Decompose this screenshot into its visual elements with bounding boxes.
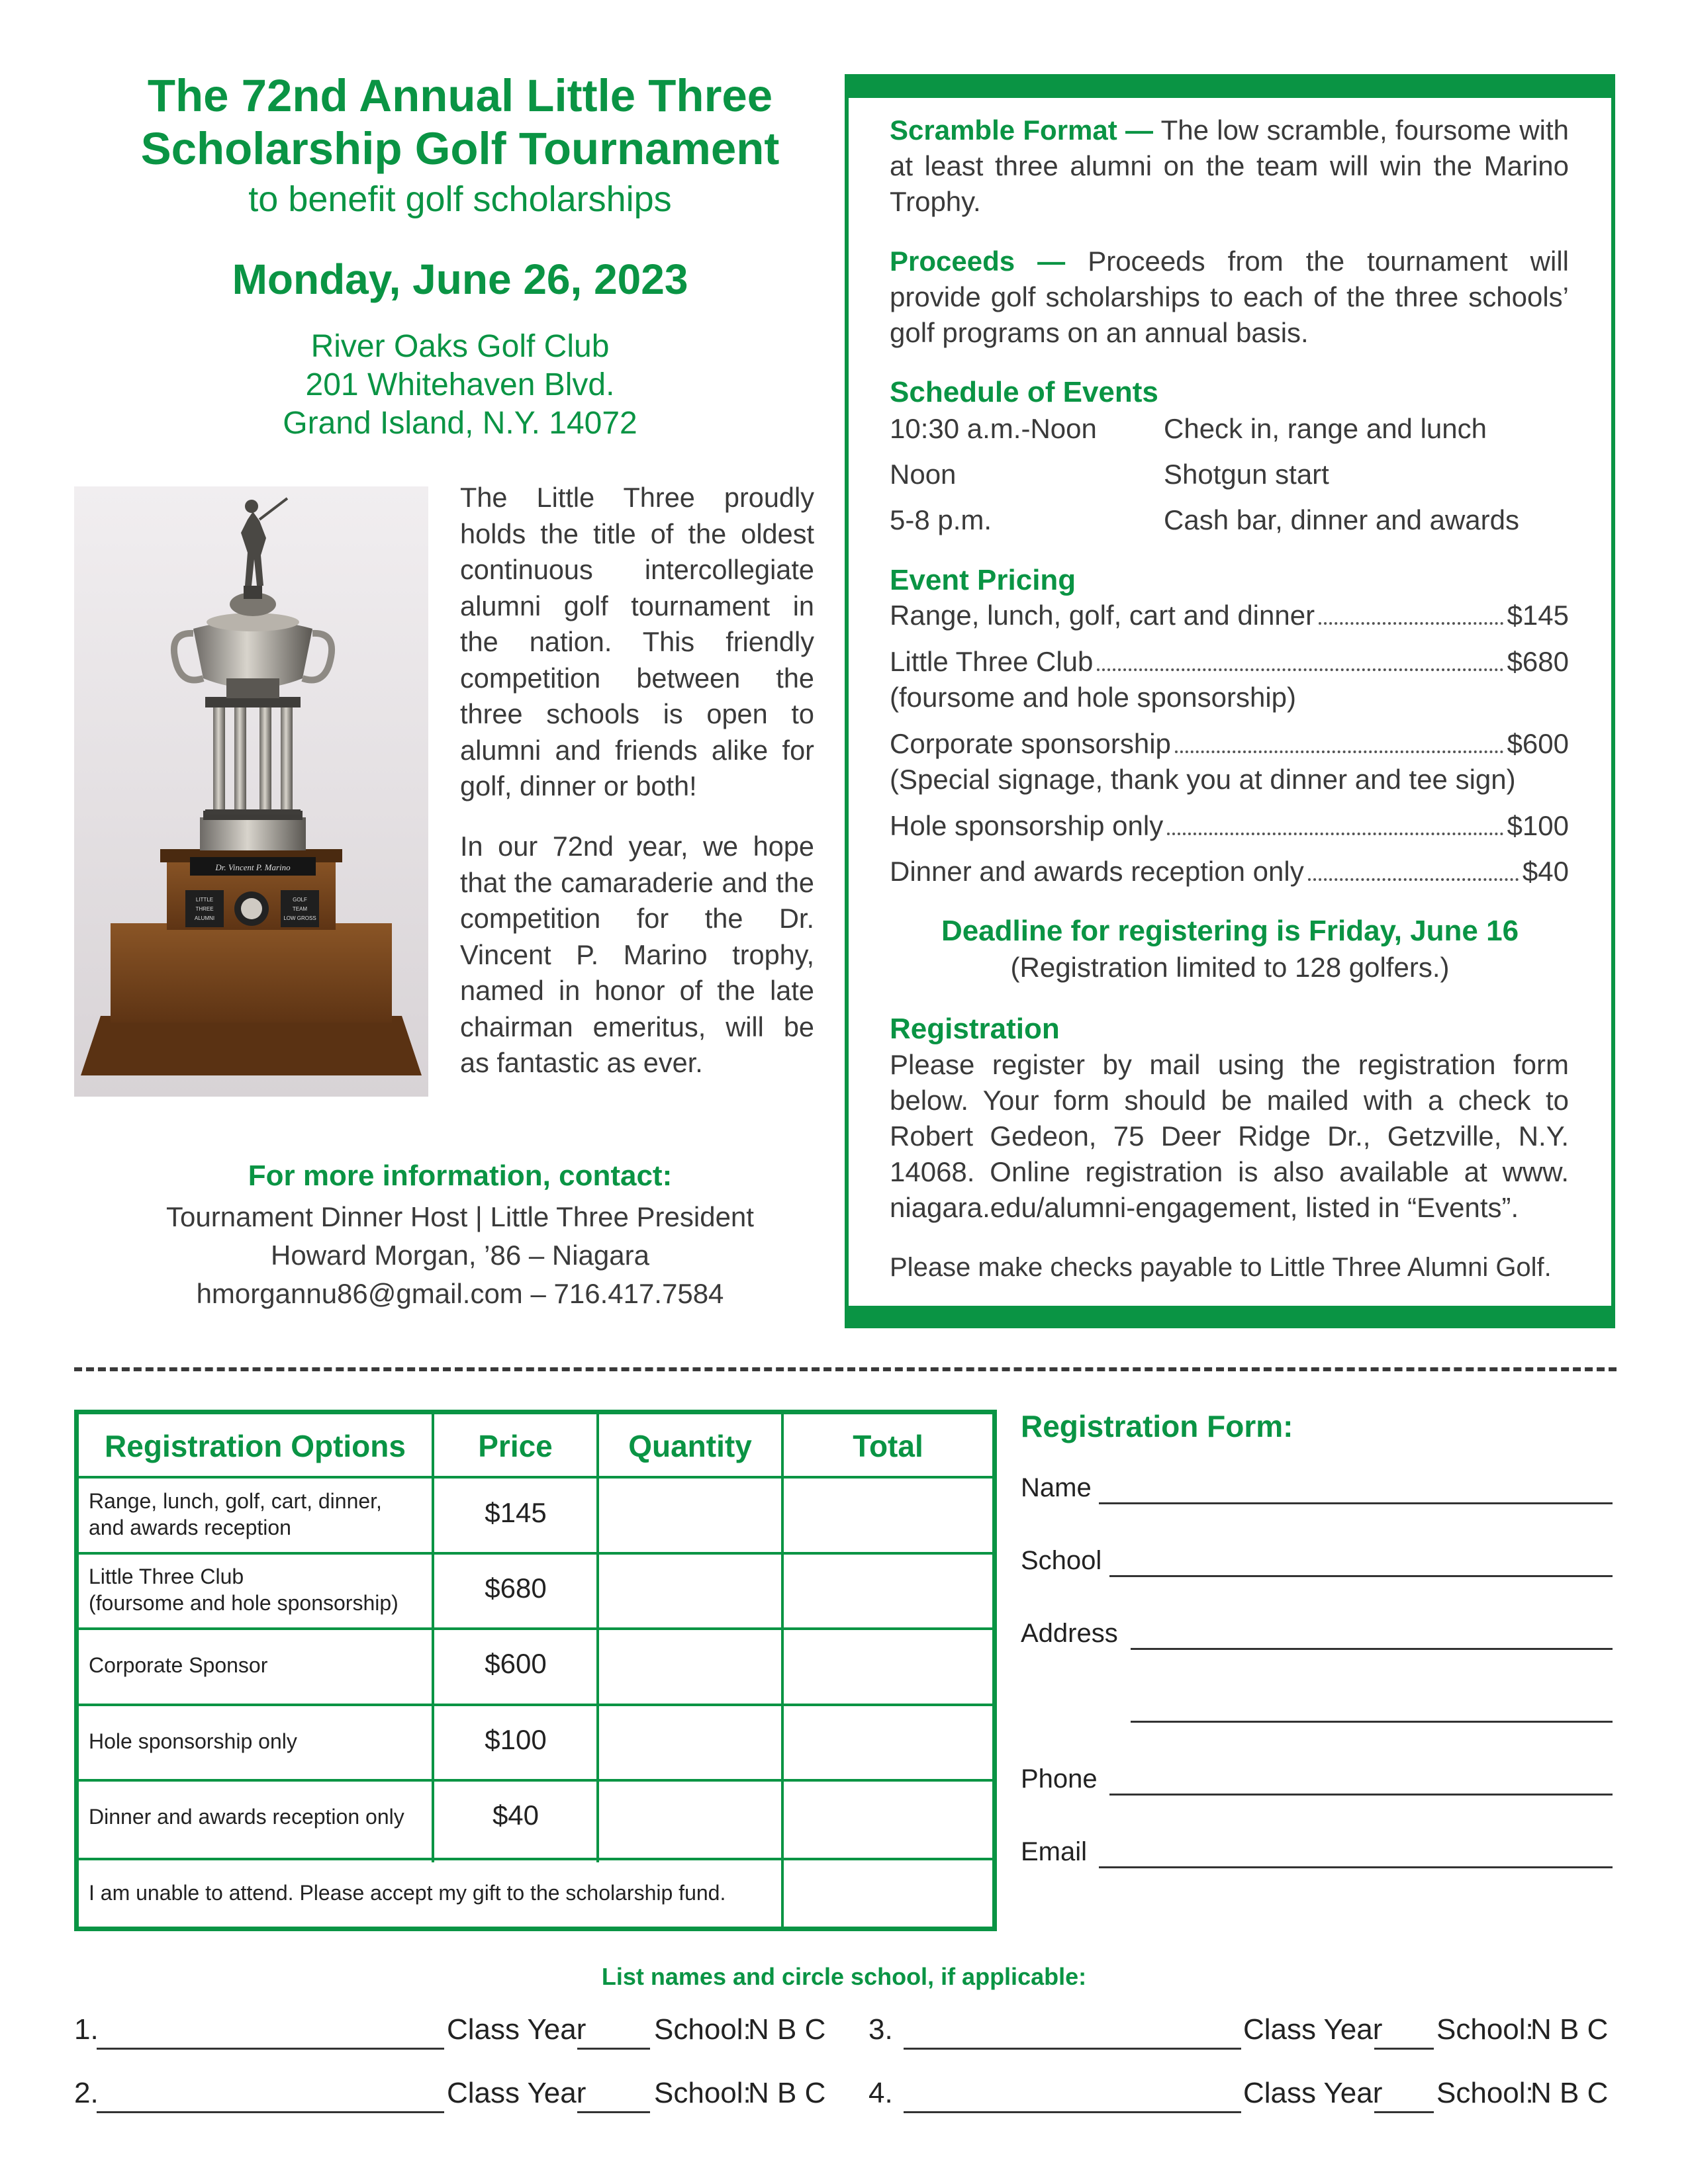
quantity-cell[interactable]	[599, 1630, 781, 1704]
table-row-price: $600	[485, 1648, 547, 1679]
price-amount: $40	[1522, 856, 1569, 887]
table-row-option	[89, 1563, 399, 1616]
quantity-cell[interactable]	[599, 1555, 781, 1627]
address-field-line-2[interactable]	[1131, 1721, 1613, 1723]
golfer-name-field[interactable]	[904, 2048, 1241, 2050]
quantity-cell[interactable]	[599, 1479, 781, 1552]
venue-city: Grand Island, N.Y. 14072	[283, 406, 637, 441]
name-label: Name	[1021, 1473, 1092, 1502]
school-label: School	[1021, 1546, 1102, 1575]
class-year-label: Class Year	[1243, 2077, 1383, 2109]
plaque-name: Dr. Vincent P. Marino	[215, 862, 291, 872]
price-label: Little Three Club	[890, 646, 1094, 677]
scramble-format	[890, 113, 1569, 220]
option-line: Hole sponsorship only	[89, 1729, 297, 1753]
class-year-field[interactable]	[577, 2111, 650, 2113]
intro-paragraph-2: In our 72nd year, we hope that the camaraderie and the competition for the Dr. Vincent P. Marino trophy, named in honor of the late chairman emeritus, will be as fantastic as ever.	[460, 831, 814, 1078]
schedule-time: 5-8 p.m.	[890, 504, 992, 535]
scramble-heading: Scramble Format —	[890, 114, 1154, 146]
column-header-options: Registration Options	[105, 1429, 406, 1463]
contact-name: Howard Morgan, ’86 – Niagara	[271, 1240, 649, 1271]
contact-role: Tournament Dinner Host | Little Three President	[166, 1201, 754, 1232]
registration-heading: Registration	[890, 1013, 1060, 1045]
school-label: School:	[1436, 2077, 1534, 2109]
address-label: Address	[1021, 1619, 1118, 1648]
phone-label: Phone	[1021, 1764, 1098, 1794]
gift-amount-cell[interactable]	[784, 1860, 992, 1927]
venue-name: River Oaks Golf Club	[310, 329, 610, 364]
email-label: Email	[1021, 1837, 1088, 1866]
form-title: Registration Form:	[1021, 1409, 1293, 1443]
title-line-2: Scholarship Golf Tournament	[140, 123, 780, 174]
price-leader	[1097, 668, 1503, 671]
event-title	[73, 69, 847, 175]
gift-row-label: I am unable to attend. Please accept my gift to the scholarship fund.	[89, 1881, 726, 1905]
names-list-heading: List names and circle school, if applicable:	[601, 1963, 1087, 1990]
entry-number: 3.	[868, 2013, 893, 2046]
entry-number: 1.	[74, 2013, 99, 2046]
quantity-cell[interactable]	[599, 1706, 781, 1779]
price-row	[890, 728, 1569, 760]
price-leader	[1308, 878, 1519, 881]
price-label: Dinner and awards reception only	[890, 856, 1304, 887]
phone-field[interactable]	[1109, 1794, 1613, 1796]
school-field[interactable]	[1109, 1575, 1613, 1577]
total-cell[interactable]	[784, 1555, 992, 1627]
checks-payable: Please make checks payable to Little Three Alumni Golf.	[890, 1253, 1552, 1282]
price-note: (foursome and hole sponsorship)	[890, 682, 1297, 713]
table-row-price: $145	[485, 1497, 547, 1528]
price-label: Hole sponsorship only	[890, 810, 1164, 841]
table-row-option	[89, 1488, 382, 1541]
class-year-label: Class Year	[1243, 2013, 1383, 2046]
class-year-label: Class Year	[447, 2077, 586, 2109]
trophy-illustration	[74, 486, 428, 1097]
plate-right-line-1: GOLF	[293, 897, 307, 903]
name-field[interactable]	[1099, 1502, 1613, 1504]
contact-heading: For more information, contact:	[248, 1160, 673, 1192]
price-amount: $145	[1507, 600, 1569, 631]
table-row-option	[89, 1652, 267, 1678]
school-label: School:	[654, 2013, 751, 2046]
plate-right-line-2: TEAM	[292, 906, 308, 912]
option-line: Range, lunch, golf, cart, dinner,	[89, 1489, 382, 1513]
golfer-name-field[interactable]	[904, 2111, 1241, 2113]
total-cell[interactable]	[784, 1706, 992, 1779]
schedule-heading: Schedule of Events	[890, 376, 1158, 408]
contact-email-phone: hmorgannu86@gmail.com – 716.417.7584	[196, 1278, 724, 1309]
option-line: Corporate Sponsor	[89, 1653, 268, 1677]
email-field[interactable]	[1099, 1866, 1613, 1868]
class-year-field[interactable]	[1374, 2048, 1434, 2050]
schedule-desc: Shotgun start	[1164, 459, 1329, 490]
deadline: Deadline for registering is Friday, June 16	[941, 915, 1519, 947]
price-leader	[1175, 751, 1503, 753]
intro-paragraph-1: The Little Three proudly holds the title of the oldest continuous intercollegiate alumni golf tournament in the nation. This friendly competition between the three schools is open to alumni and friends alike for golf, dinner or both!	[460, 482, 814, 801]
price-leader	[1319, 622, 1503, 625]
plate-left-line-2: THREE	[195, 906, 214, 912]
schedule-time: Noon	[890, 459, 957, 490]
schedule-time: 10:30 a.m.-Noon	[890, 413, 1097, 444]
schedule-desc: Cash bar, dinner and awards	[1164, 504, 1519, 535]
price-row	[890, 600, 1569, 631]
price-amount: $100	[1507, 810, 1569, 841]
option-line: and awards reception	[89, 1516, 291, 1539]
golfer-name-field[interactable]	[97, 2111, 444, 2113]
plate-right-line-3: LOW GROSS	[283, 915, 316, 921]
address-field[interactable]	[1131, 1648, 1613, 1650]
table-row-price: $680	[485, 1572, 547, 1604]
school-choices[interactable]: N B C	[1530, 2077, 1609, 2109]
table-divider	[432, 1414, 434, 1862]
class-year-field[interactable]	[577, 2048, 650, 2050]
quantity-cell[interactable]	[599, 1782, 781, 1858]
class-year-field[interactable]	[1374, 2111, 1434, 2113]
proceeds-text: Proceeds from the tournament will provide golf scholarships to each of the three schools’ golf programs on an annual basis.	[890, 246, 1569, 348]
plate-left-line-3: ALUMNI	[194, 915, 215, 921]
price-amount: $600	[1507, 728, 1569, 759]
option-line: Dinner and awards reception only	[89, 1805, 404, 1829]
entry-number: 4.	[868, 2077, 893, 2109]
option-line: (foursome and hole sponsorship)	[89, 1591, 399, 1615]
price-label: Corporate sponsorship	[890, 728, 1171, 759]
column-header-price: Price	[478, 1429, 553, 1463]
schedule-desc: Check in, range and lunch	[1164, 413, 1487, 444]
event-date: Monday, June 26, 2023	[232, 255, 688, 303]
table-row-price: $100	[485, 1724, 547, 1755]
cut-line	[74, 1367, 1617, 1371]
entry-number: 2.	[74, 2077, 99, 2109]
price-note: (Special signage, thank you at dinner and tee sign)	[890, 764, 1516, 795]
table-row-option	[89, 1728, 297, 1754]
price-row	[890, 810, 1569, 842]
contact-details	[73, 1198, 847, 1313]
school-choices[interactable]: N B C	[748, 2077, 826, 2109]
proceeds	[890, 244, 1569, 351]
total-cell[interactable]	[784, 1782, 992, 1858]
school-label: School:	[1436, 2013, 1534, 2046]
column-header-total: Total	[853, 1429, 923, 1463]
school-label: School:	[654, 2077, 751, 2109]
price-leader	[1167, 833, 1503, 835]
registration-text: Please register by mail using the registration form below. Your form should be mailed with a check to Robert Gedeon, 75 Deer Ridge Dr., Getzville, N.Y. 14068. Online registration is also available at www. niagara.edu/alumni-engagement, listed in “Events”.	[890, 1049, 1569, 1223]
trophy-photo	[74, 486, 428, 1097]
total-cell[interactable]	[784, 1479, 992, 1552]
scramble-text: The low scramble, foursome with at least three alumni on the team will win the Marino Trophy.	[890, 114, 1569, 217]
registration-limit: (Registration limited to 128 golfers.)	[1010, 952, 1450, 983]
column-header-quantity: Quantity	[628, 1429, 752, 1463]
school-choices[interactable]: N B C	[1530, 2013, 1609, 2046]
table-row-price: $40	[492, 1799, 539, 1831]
price-row	[890, 856, 1569, 887]
price-amount: $680	[1507, 646, 1569, 677]
venue-street: 201 Whitehaven Blvd.	[305, 367, 615, 402]
venue-address	[73, 328, 847, 443]
class-year-label: Class Year	[447, 2013, 586, 2046]
pricing-heading: Event Pricing	[890, 564, 1076, 596]
table-row-option	[89, 1803, 404, 1830]
event-subtitle: to benefit golf scholarships	[248, 179, 672, 219]
title-line-1: The 72nd Annual Little Three	[147, 70, 773, 121]
plate-left-line-1: LITTLE	[195, 897, 214, 903]
school-choices[interactable]: N B C	[748, 2013, 826, 2046]
total-cell[interactable]	[784, 1630, 992, 1704]
golfer-name-field[interactable]	[97, 2048, 444, 2050]
price-row	[890, 646, 1569, 678]
price-label: Range, lunch, golf, cart and dinner	[890, 600, 1315, 631]
option-line: Little Three Club	[89, 1565, 244, 1588]
proceeds-heading: Proceeds —	[890, 246, 1066, 277]
